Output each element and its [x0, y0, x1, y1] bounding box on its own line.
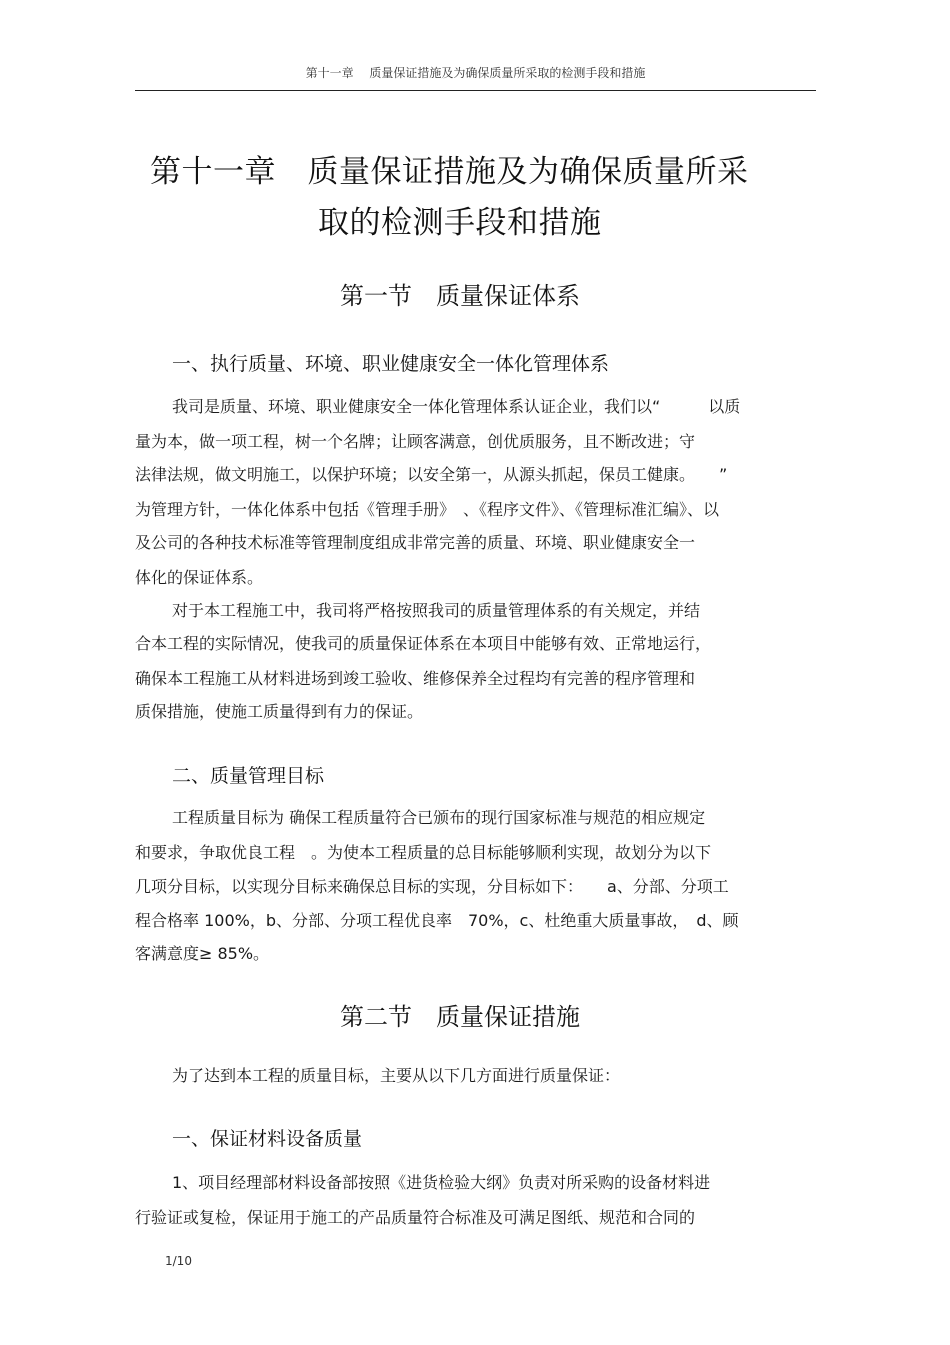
paragraph-line: 1、项目经理部材料设备部按照《进货检验大纲》负责对所采购的设备材料进 — [172, 1173, 711, 1192]
section-1-title: 第一节 质量保证体系 — [340, 282, 580, 310]
paragraph-line: 程合格率 100%，b、分部、分项工程优良率 70%，c、杜绝重大质量事故， d、顾 — [135, 911, 739, 930]
paragraph-line: 量为本，做一项工程，树一个名牌；让顾客满意，创优质服务，且不断改进；守 — [135, 432, 696, 451]
paragraph-line: 和要求，争取优良工程 。为使本工程质量的总目标能够顺利实现，故划分为以下 — [135, 843, 712, 862]
paragraph-line: 合本工程的实际情况，使我司的质量保证体系在本项目中能够有效、正常地运行， — [135, 634, 712, 653]
paragraph-line: 法律法规，做文明施工，以保护环境；以安全第一，从源头抓起，保员工健康。 ” — [135, 465, 728, 484]
section-1-subheading-1: 一、执行质量、环境、职业健康安全一体化管理体系 — [172, 353, 610, 375]
paragraph-line: 对于本工程施工中，我司将严格按照我司的质量管理体系的有关规定，并结 — [172, 601, 701, 620]
paragraph-line: 客满意度≥ 85%。 — [135, 944, 270, 963]
section-2-subheading-1: 一、保证材料设备质量 — [172, 1128, 363, 1150]
chapter-title-line-1: 第十一章 质量保证措施及为确保质量所采 — [150, 154, 749, 190]
paragraph-line: 质保措施，使施工质量得到有力的保证。 — [135, 702, 424, 721]
header-divider — [135, 90, 816, 91]
page-number: 1/10 — [165, 1254, 192, 1268]
section-2-title: 第二节 质量保证措施 — [340, 1003, 580, 1031]
paragraph-line: 确保本工程施工从材料进场到竣工验收、维修保养全过程均有完善的程序管理和 — [135, 669, 696, 688]
chapter-title-line-2: 取的检测手段和措施 — [318, 205, 602, 241]
paragraph-line: 及公司的各种技术标准等管理制度组成非常完善的质量、环境、职业健康安全一 — [135, 533, 696, 552]
paragraph-line: 几项分目标，以实现分目标来确保总目标的实现，分目标如下： a、分部、分项工 — [135, 877, 729, 896]
section-1-subheading-2: 二、质量管理目标 — [172, 765, 325, 787]
paragraph-line: 工程质量目标为 确保工程质量符合已颁布的现行国家标准与规范的相应规定 — [172, 808, 706, 827]
paragraph-line: 体化的保证体系。 — [135, 568, 264, 587]
paragraph-line: 我司是质量、环境、职业健康安全一体化管理体系认证企业，我们以“ 以质 — [172, 397, 741, 416]
paragraph-line: 为管理方针，一体化体系中包括《管理手册》 、《程序文件》、《管理标准汇编》、以 — [135, 500, 720, 519]
section-2-intro: 为了达到本工程的质量目标，主要从以下几方面进行质量保证： — [172, 1066, 621, 1085]
paragraph-line: 行验证或复检，保证用于施工的产品质量符合标准及可满足图纸、规范和合同的 — [135, 1208, 696, 1227]
running-header: 第十一章 质量保证措施及为确保质量所采取的检测手段和措施 — [305, 66, 646, 80]
